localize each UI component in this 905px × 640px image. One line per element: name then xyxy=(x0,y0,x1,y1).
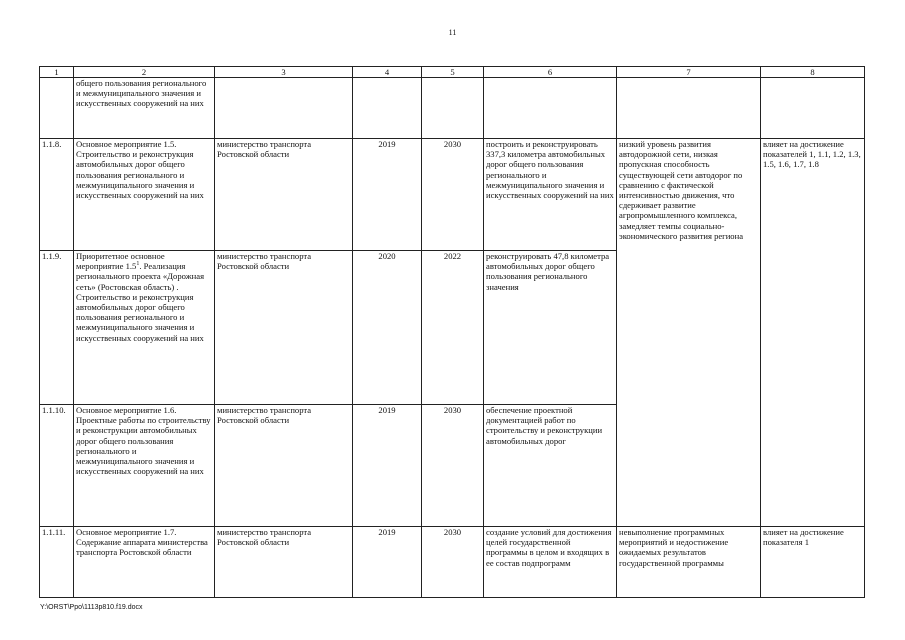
cell-empty xyxy=(484,78,617,139)
header-cell: 7 xyxy=(617,67,761,78)
start-year: 2019 xyxy=(353,527,422,598)
cell-empty xyxy=(215,78,353,139)
start-year: 2019 xyxy=(353,139,422,251)
indicators: влияет на достижение показателей 1, 1.1, 1.2, 1.3, 1.5, 1.6, 1.7, 1.8 xyxy=(761,139,865,527)
measures-table xyxy=(39,66,865,598)
row-number: 1.1.9. xyxy=(40,251,74,405)
end-year: 2030 xyxy=(422,405,484,527)
header-cell: 5 xyxy=(422,67,484,78)
page-number: 11 xyxy=(448,28,457,37)
cell-empty xyxy=(353,78,422,139)
expected-result: обеспечение проектной документацией работ по строительству и реконструкции автомобильных дорог xyxy=(484,405,617,527)
consequences: невыполнение программных мероприятий и недостижение ожидаемых результатов государственной программы xyxy=(617,527,761,598)
executor: министерство транспорта Ростовской области xyxy=(215,139,353,251)
expected-result: создание условий для достижения целей государственной программы в целом и входящих в ее состав подпрограмм xyxy=(484,527,617,598)
header-cell: 2 xyxy=(74,67,215,78)
row-number: 1.1.8. xyxy=(40,139,74,251)
file-path-footer: Y:\ORST\Ppo\1113p810.f19.docx xyxy=(40,604,143,611)
cell-empty xyxy=(761,78,865,139)
start-year: 2019 xyxy=(353,405,422,527)
consequences: низкий уровень развития автодорожной сети, низкая пропускная способность существующей сети автодорог по сравнению с фактической интенсивностью движения, что сдерживает развитие агропромышленного комплекса, замедляет темпы социально-экономического развития региона xyxy=(617,139,761,527)
measure-name: Основное мероприятие 1.5. Строительство и реконструкция автомобильных дорог общего пользования регионального и межмуниципального значения и искусственных сооружений на них xyxy=(74,139,215,251)
expected-result: реконструировать 47,8 километра автомобильных дорог общего пользования регионального значения xyxy=(484,251,617,405)
start-year: 2020 xyxy=(353,251,422,405)
cell-empty xyxy=(617,78,761,139)
continuation-row xyxy=(40,78,865,139)
table-row xyxy=(40,139,865,251)
end-year: 2030 xyxy=(422,139,484,251)
header-cell: 4 xyxy=(353,67,422,78)
measure-name-text: Приоритетное основное мероприятие 1.5 xyxy=(76,251,165,272)
continuation-name: общего пользования регионального и межмуниципального значения и искусственных сооружений на них xyxy=(74,78,215,139)
header-cell: 1 xyxy=(40,67,74,78)
expected-result: построить и реконструировать 337,3 километра автомобильных дорог общего пользования регионального и межмуниципального значения и искусственных сооружений на них xyxy=(484,139,617,251)
header-row xyxy=(40,67,865,78)
measure-name: Основное мероприятие 1.6. Проектные работы по строительству и реконструкции автомобильных дорог общего пользования регионального и межмуниципального значения и искусственных сооружений на них xyxy=(74,405,215,527)
measure-name: Основное мероприятие 1.7. Содержание аппарата министерства транспорта Ростовской области xyxy=(74,527,215,598)
cell-empty xyxy=(40,78,74,139)
executor: министерство транспорта Ростовской области xyxy=(215,251,353,405)
executor: министерство транспорта Ростовской области xyxy=(215,527,353,598)
header-cell: 6 xyxy=(484,67,617,78)
header-cell: 8 xyxy=(761,67,865,78)
cell-empty xyxy=(422,78,484,139)
end-year: 2030 xyxy=(422,527,484,598)
measure-name-text: . Реализация регионального проекта «Дорожная сеть» (Ростовская область) . Строительство и реконструкция автомобильных дорог общего пользования регионального и межмуниципального значения и искусственных сооружений на них xyxy=(76,261,205,343)
row-number: 1.1.10. xyxy=(40,405,74,527)
footnote-mark: 1 xyxy=(136,261,140,268)
end-year: 2022 xyxy=(422,251,484,405)
measure-name xyxy=(74,251,215,405)
table-row xyxy=(40,527,865,598)
row-number: 1.1.11. xyxy=(40,527,74,598)
header-cell: 3 xyxy=(215,67,353,78)
indicators: влияет на достижение показателя 1 xyxy=(761,527,865,598)
executor: министерство транспорта Ростовской области xyxy=(215,405,353,527)
